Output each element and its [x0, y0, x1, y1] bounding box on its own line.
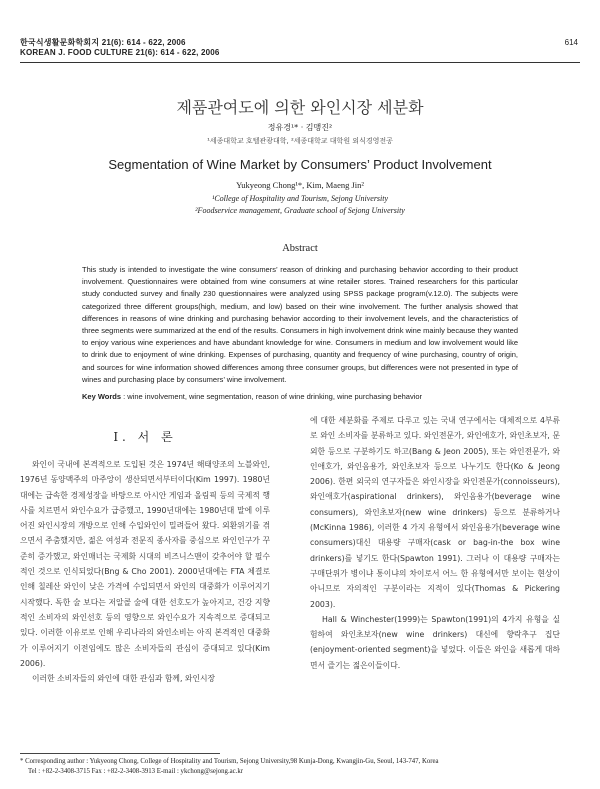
korean-affiliations: ¹세종대학교 호텔관광대학, ²세종대학교 대학원 외식경영전공	[207, 137, 393, 145]
abstract-heading: Abstract	[282, 243, 318, 254]
keywords-text: : wine involvement, wine segmentation, reason of wine drinking, wine purchasing behavior	[123, 392, 423, 401]
right-column	[310, 413, 560, 673]
journal-title-korean: 한국식생활문화학회지 21(6): 614 - 622, 2006	[20, 38, 186, 47]
korean-authors: 정유경¹* · 김맹진²	[267, 123, 333, 132]
english-affiliation-1: ¹College of Hospitality and Tourism, Sejong University	[211, 194, 389, 203]
body-paragraph: Hall & Winchester(1999)는 Spawton(1991)의 4가지 유형을 실험하여 와인초보자(new wine drinkers) 대신에 향락추구 집단(enjoyment-oriented segment)을 넣었다. 이들은 와인을 새롭게 대하면서 즐기는 젊은이들이다.	[310, 614, 560, 670]
english-affiliation-2: ²Foodservice management, Graduate school of Sejong University	[195, 206, 405, 215]
footnote	[20, 757, 439, 777]
journal-title-english: KOREAN J. FOOD CULTURE 21(6): 614 - 622, 2006	[20, 48, 220, 57]
english-title: Segmentation of Wine Market by Consumers’ Product Involvement	[108, 157, 492, 172]
section-heading: I. 서 론	[113, 430, 177, 444]
footnote-corresponding-author: * Corresponding author : Yukyeong Chong, College of Hospitality and Tourism, Sejong University,98 Kunja-Dong, Kwangjin-Gu, Seoul, 143-747, Korea	[20, 758, 439, 765]
journal-header	[20, 38, 220, 58]
abstract-body: This study is intended to investigate the wine consumers’ reason of drinking and purchasing behavior according to their product involvement. Questionnaires were obtained from wine consumers at wine retailer stores. Trained researchers for this particular study conducted survey and finally 230 questionnaires were analyzed using SPSS package program(v.12.0). The subjects were categorized three different groups(high, medium, and low) based on their wine involvement. The further analysis showed that differences in reasons of wine drinking and purchasing behavior according to their involvement levels, and the characteristics of three segments were summarized at the end of the results. Consumers in high involvement drink wine mainly because they wanted to enjoy various wine experiences and have abundant knowledge for wine. Consumers in medium and low involvement would like to drink due to enjoyment of wine drinking. Expenses of purchasing, quantity and frequency of wine purchasing, country of origin, and sources for wine information showed differences among three consumer groups, but differences were not presented in type of wines and purchasing place by consumers’ wine involvement.	[82, 265, 518, 384]
english-authors: Yukyeong Chong¹*, Kim, Maeng Jin²	[236, 180, 364, 190]
body-paragraph: 에 대한 세분화를 주제로 다루고 있는 국내 연구에서는 대체적으로 4부류로 와인 소비자를 분류하고 있다. 와인전문가, 와인애호가, 와인초보자, 문외한 등으로 구분하기도 하고(Bang & Jeon 2005), 또는 와인전문가, 와인애호가, 와인음용가, 와인초보자 등으로 나누기도 한다(Ko & Jeong 2006). 한편 외국의 연구자들은 와인시장을 와인전문가(connoisseurs), 와인애호가(aspirational drinkers), 와인음용가(beverage wine consumers), 와인초보자(new wine drinkers) 등으로 분류하거나(McKinna 1986), 이러한 4 가지 유형에서 와인음용가(beverage wine consumers)대신 대용량 구매자(cask or bag-in-the box wine drinkers)를 넣기도 한다(Spawton 1991). 그러나 이 대용량 구매자는 구매단위가 병이냐 통이냐의 차이로서 어느 한 유형에서만 보이는 현상이 아니므로 자의적인 구분이라는 지적이 있다(Thomas & Pickering 2003).	[310, 416, 560, 609]
footnote-rule	[20, 753, 220, 754]
korean-title: 제품관여도에 의한 와인시장 세분화	[176, 98, 424, 117]
body-paragraph: 이러한 소비자들의 와인에 대한 관심과 함께, 와인시장	[32, 674, 216, 684]
header-rule	[20, 62, 580, 63]
keywords-line	[82, 392, 518, 401]
keywords-label: Key Words	[82, 392, 122, 401]
page-number: 614	[564, 38, 578, 47]
footnote-contact: Tel : +82-2-3408-3715 Fax : +82-2-3408-3913 E-mail : ykchong@sejong.ac.kr	[28, 768, 244, 775]
body-paragraph: 와인이 국내에 본격적으로 도입된 것은 1974년 해태양조의 노블와인, 1976년 동양맥주의 마주앙이 생산되면서부터이다(Kim 1997). 1980년대에는 급속한 경제성장을 바탕으로 아시안 게임과 올림픽 등의 국제적 행사를 치르면서 와인수요가 급증했고, 1990년대에는 1980년대 말에 이루어진 와인시장의 개방으로 인해 수입와인이 밀려들어 왔다. 외환위기를 겪으면서 주춤했지만, 젊은 여성과 전문직 종사자를 중심으로 와인인구가 꾸준히 증가했고, 와인매너는 국제화 시대의 비즈니스맨이 갖추어야 할 필수적인 것으로 인식되었다(Bng & Cho 2001). 2000년대에는 FTA 체결로 인해 칠레산 와인이 낮은 가격에 수입되면서 와인의 대중화가 이루어지기 시작했다. 독한 술 보다는 저알콜 술에 대한 선호도가 높아지고, 건강 지향적인 소비자의 와인선호 등의 영향으로 와인수요가 지속적으로 증대되고 있다. 이러한 이유로로 인해 우리나라의 와인소비는 아직 본격적인 대중화가 이루어지기 이전임에도 많은 소비자들의 관심이 증대되고 있다(Kim 2006).	[20, 460, 270, 668]
left-column	[20, 457, 270, 686]
